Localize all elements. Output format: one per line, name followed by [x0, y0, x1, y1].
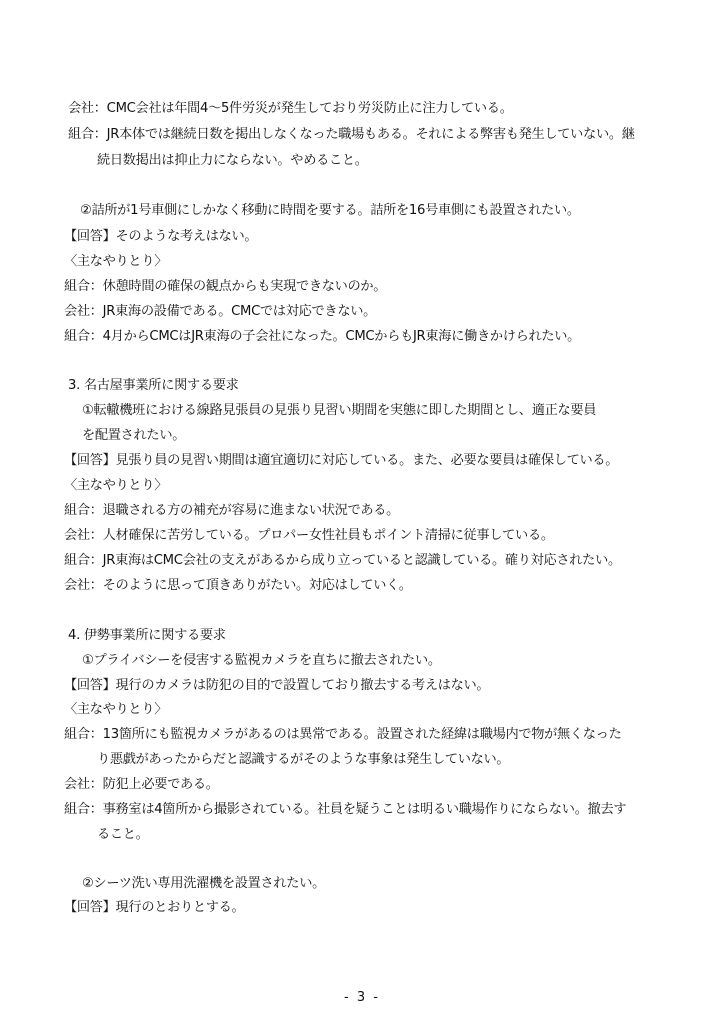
text-line: り悪戯があったからだと認識するがそのような事象は発生していない。	[97, 752, 510, 767]
page-number: - 3 -	[344, 990, 380, 1005]
text-line: ①プライバシーを侵害する監視カメラを直ちに撤去されたい。	[82, 653, 441, 668]
text-line: 組合：13箇所にも監視カメラがあるのは異常である。設置された経緯は職場内で物が無くなった	[64, 727, 622, 742]
section-heading: 3. 名古屋事業所に関する要求	[68, 378, 239, 393]
text-line: 【回答】そのような考えはない。	[64, 229, 258, 244]
text-line: 組合：4月からCMCはJR東海の子会社になった。CMCからもJR東海に働きかけられたい。	[64, 329, 581, 344]
text-line: を配置されたい。	[82, 428, 186, 443]
text-line: 〈主なやりとり〉	[64, 478, 168, 493]
text-line: 【回答】現行のとおりとする。	[64, 900, 245, 915]
text-line: ること。	[97, 827, 149, 842]
section-heading: 4. 伊勢事業所に関する要求	[68, 628, 226, 643]
text-line: ②シーツ洗い専用洗濯機を設置されたい。	[82, 876, 325, 891]
text-line: 組合：事務室は4箇所から撮影されている。社員を疑うことは明るい職場作りにならない。撤去す	[64, 802, 627, 817]
text-line: 会社：CMC会社は年間4～5件労災が発生しており労災防止に注力している。	[68, 101, 513, 116]
text-line: 【回答】見張り員の見習い期間は適宜適切に対応している。また、必要な要員は確保している。	[64, 453, 619, 468]
text-line: 会社：人材確保に苦労している。プロパー女性社員もポイント清掃に従事している。	[64, 528, 554, 543]
text-line: 【回答】現行のカメラは防犯の目的で設置しており撤去する考えはない。	[64, 678, 490, 693]
text-line: 会社：JR東海の設備である。CMCでは対応できない。	[64, 304, 376, 319]
text-line: 組合：JR本体では継続日数を掲出しなくなった職場もある。それによる弊害も発生していない。継	[68, 127, 635, 142]
text-line: 〈主なやりとり〉	[64, 254, 168, 269]
text-line: 組合：退職される方の補充が容易に進まない状況である。	[64, 503, 400, 518]
text-line: 組合：休憩時間の確保の観点からも実現できないのか。	[64, 279, 387, 294]
text-line: ②詰所が1号車側にしかなく移動に時間を要する。詰所を16号車側にも設置されたい。	[80, 203, 580, 218]
text-line: 続日数掲出は抑止力にならない。やめること。	[97, 153, 368, 168]
text-line: 会社：そのように思って頂きありがたい。対応はしていく。	[64, 578, 412, 593]
text-line: 組合：JR東海はCMC会社の支えがあるから成り立っていると認識している。確り対応されたい。	[64, 553, 621, 568]
text-line: 〈主なやりとり〉	[64, 702, 168, 717]
text-line: 会社：防犯上必要である。	[64, 777, 219, 792]
text-line: ①転轍機班における線路見張員の見張り見習い期間を実態に即した期間とし、適正な要員	[82, 403, 597, 418]
